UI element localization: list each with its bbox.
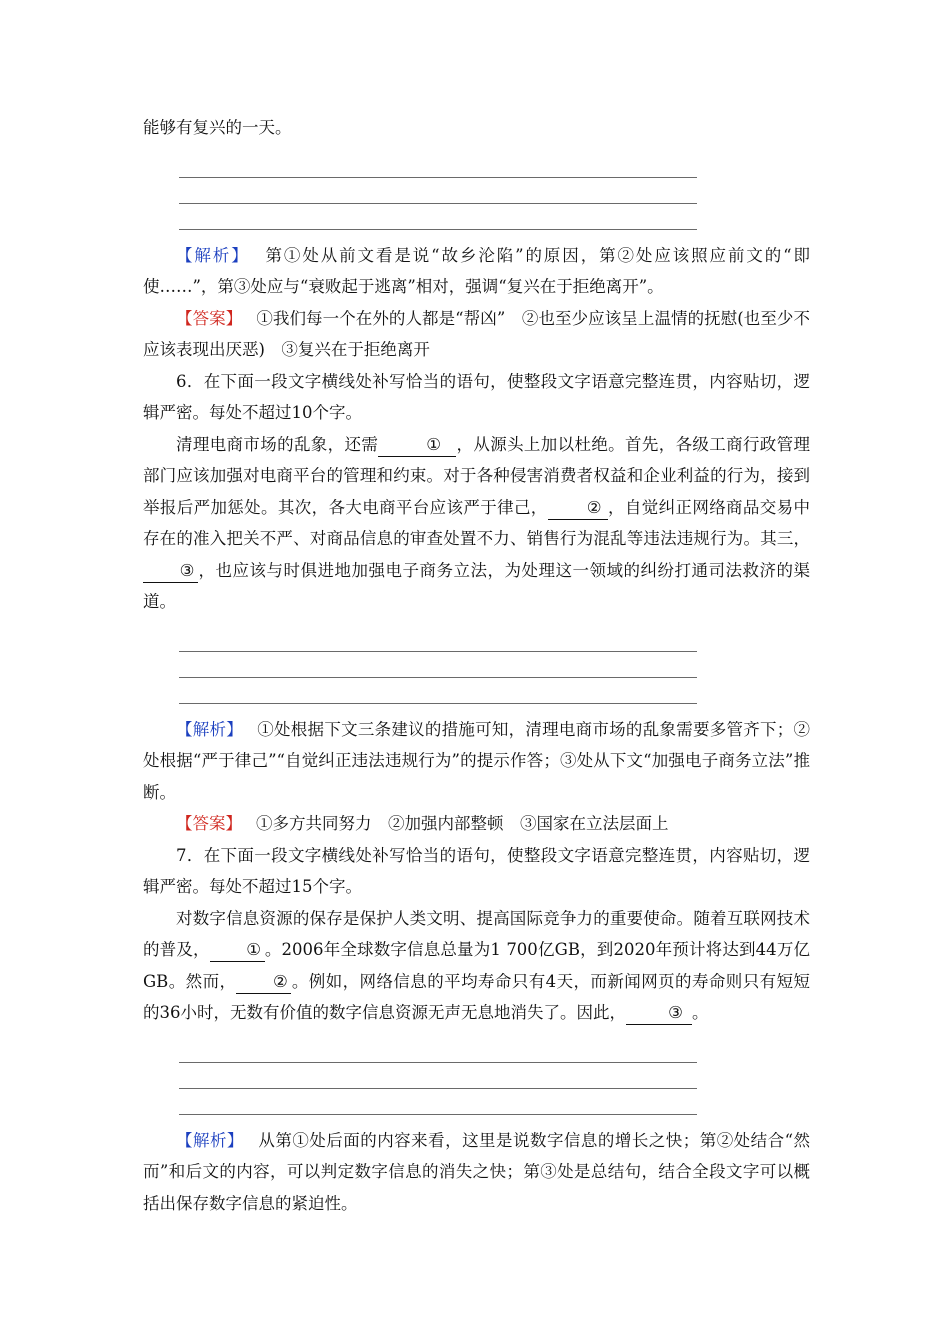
fill-blank-3[interactable]: ③ (143, 560, 198, 583)
passage-text: 。 (692, 1003, 709, 1022)
answer-tag: 【答案】 (176, 308, 243, 328)
answer-line (179, 1063, 697, 1089)
analysis-text: 第①处从前文看是说“故乡沦陷”的原因，第②处应该照应前文的“即使……”，第③处应与“衰败起于逃离”相对，强调“复兴在于拒绝离开”。 (143, 245, 810, 296)
analysis-paragraph (143, 240, 810, 303)
passage-text: 对数字信息资源的保存是保护人类文明、提高国际竞争力的重要使命。随着互联网技术的普及， (143, 908, 810, 959)
answer-lines (179, 1037, 697, 1115)
answer-line (179, 678, 697, 704)
answer-line (179, 626, 697, 652)
answer-line (179, 1037, 697, 1063)
analysis-tag: 【解析】 (176, 245, 250, 265)
question-6-passage (143, 429, 810, 618)
previous-answer-tail: 能够有复兴的一天。 (143, 118, 292, 137)
answer-paragraph (143, 303, 810, 366)
answer-line (179, 152, 697, 178)
answer-line (179, 1089, 697, 1115)
analysis-tag: 【解析】 (176, 1130, 244, 1150)
answer-text: ①多方共同努力 ②加强内部整顿 ③国家在立法层面上 (256, 814, 669, 833)
fill-blank-2[interactable]: ② (236, 971, 291, 994)
analysis-text: 从第①处后面的内容来看，这里是说数字信息的增长之快；第②处结合“然而”和后文的内容，可以判定数字信息的消失之快；第③处是总结句，结合全段文字可以概括出保存数字信息的紧迫性。 (143, 1130, 811, 1213)
answer-line (179, 652, 697, 678)
fill-blank-3[interactable]: ③ (626, 1002, 692, 1025)
answer-tag: 【答案】 (176, 814, 242, 833)
answer-line (179, 204, 697, 230)
passage-text: 。例如，网络信息的平均寿命只有4天，而新闻网页的寿命则只有短短的36小时，无数有价值的数字信息资源无声无息地消失了。因此， (143, 971, 810, 1022)
question-6-prompt: 6．在下面一段文字横线处补写恰当的语句，使整段文字语意完整连贯，内容贴切，逻辑严密。每处不超过10个字。 (143, 371, 810, 422)
analysis-paragraph (143, 1125, 810, 1220)
analysis-text: ①处根据下文三条建议的措施可知，清理电商市场的乱象需要多管齐下；②处根据“严于律己”“自觉纠正违法违规行为”的提示作答；③处从下文“加强电子商务立法”推断。 (143, 719, 811, 802)
fill-blank-1[interactable]: ① (378, 434, 456, 457)
passage-text: 清理电商市场的乱象，还需 (176, 434, 379, 454)
answer-lines (179, 626, 697, 704)
answer-line (179, 178, 697, 204)
document-page (143, 112, 810, 1219)
fill-blank-2[interactable]: ② (548, 497, 608, 520)
analysis-tag: 【解析】 (176, 719, 244, 739)
fill-blank-1[interactable]: ① (210, 939, 265, 962)
passage-text: ，从源头上加以杜绝。首先，各级工商行政管理部门应该加强对电商平台的管理和约束。对于各种侵害消费者权益和企业利益的行为，接到举报后严加惩处。其次，各大电商平台应该严于律己， (143, 434, 811, 517)
question-7-passage (143, 903, 810, 1029)
passage-text: 。2006年全球数字信息总量为1 700亿GB，到2020年预计将达到44万亿GB。然而， (143, 940, 810, 991)
passage-text: ，也应该与时俱进地加强电子商务立法，为处理这一领域的纠纷打通司法救济的渠道。 (143, 560, 810, 611)
answer-paragraph (143, 808, 810, 840)
passage-text: ，自觉纠正网络商品交易中存在的准入把关不严、对商品信息的审查处置不力、销售行为混乱等违法违规行为。其三， (143, 497, 811, 548)
answer-text: ①我们每一个在外的人都是“帮凶” ②也至少应该呈上温情的抚慰(也至少不应该表现出厌恶) ③复兴在于拒绝离开 (143, 308, 811, 359)
question-7-prompt: 7．在下面一段文字横线处补写恰当的语句，使整段文字语意完整连贯，内容贴切，逻辑严密。每处不超过15个字。 (143, 845, 810, 896)
analysis-paragraph (143, 714, 810, 809)
answer-lines (179, 152, 697, 230)
